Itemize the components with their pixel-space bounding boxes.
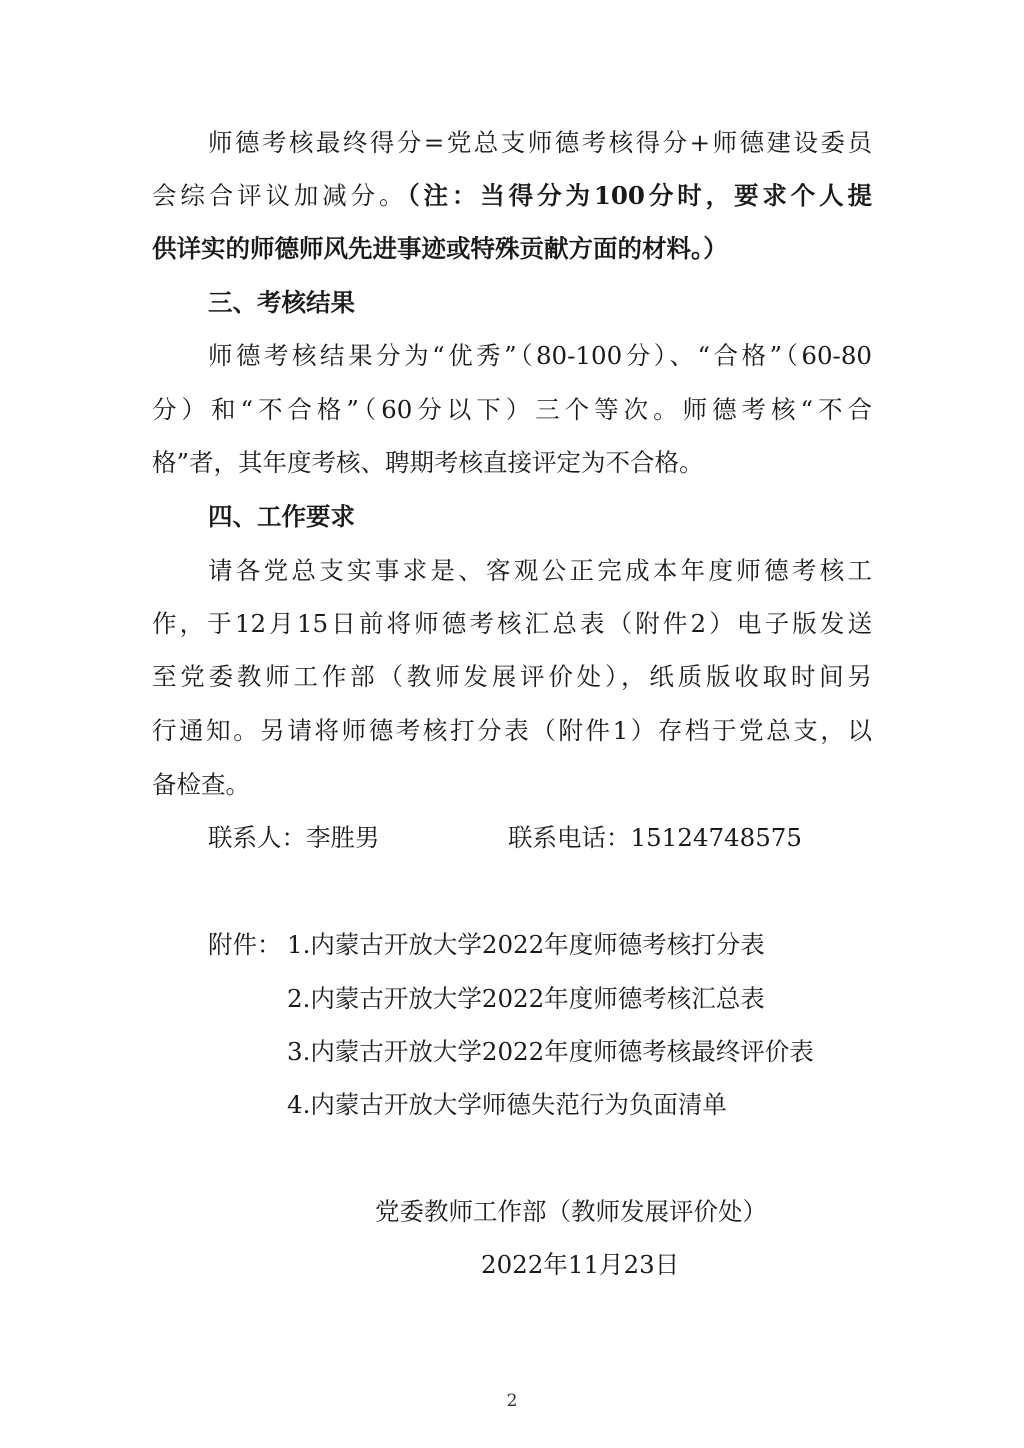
attachment-item: 3.内蒙古开放大学2022年度师德考核最终评价表 (287, 1037, 814, 1066)
attachment-item: 4.内蒙古开放大学师德失范行为负面清单 (287, 1090, 727, 1119)
page-number: 2 (506, 1391, 518, 1411)
section-4-line-1: 请各党总支实事求是、客观公正完成本年度师德考核工 (208, 556, 872, 585)
signature-org: 党委教师工作部（教师发展评价处） (375, 1197, 767, 1226)
attachments-label: 附件： (208, 930, 282, 959)
formula-line-2 (152, 181, 873, 210)
section-4-line-2: 作，于12月15日前将师德考核汇总表（附件2）电子版发送 (152, 609, 872, 638)
section-4-line-5: 备检查。 (152, 770, 250, 799)
contact-phone: 联系电话：15124748575 (508, 823, 802, 852)
section-3-line-1: 师德考核结果分为“优秀”（80-100分）、“合格”（60-80 (208, 341, 872, 370)
contact-person: 联系人：李胜男 (208, 823, 380, 852)
attachment-item: 2.内蒙古开放大学2022年度师德考核汇总表 (287, 984, 765, 1013)
section-4-line-4: 行通知。另请将师德考核打分表（附件1）存档于党总支，以 (152, 716, 872, 745)
section-4-line-3: 至党委教师工作部（教师发展评价处），纸质版收取时间另 (152, 662, 872, 691)
section-3-line-2: 分）和“不合格”（60分以下）三个等次。师德考核“不合 (152, 395, 872, 424)
section-3-heading: 三、考核结果 (208, 288, 355, 317)
formula-line-1: 师德考核最终得分=党总支师德考核得分+师德建设委员 (208, 128, 872, 157)
section-3-line-3: 格”者，其年度考核、聘期考核直接评定为不合格。 (152, 448, 704, 477)
section-4-heading: 四、工作要求 (208, 502, 355, 531)
formula-note-bold: （注：当得分为100分时，要求个人提 (407, 181, 873, 210)
formula-note-bold-line-3: 供详实的师德师风先进事迹或特殊贡献方面的材料。） (152, 234, 728, 263)
attachment-item: 1.内蒙古开放大学2022年度师德考核打分表 (287, 930, 765, 959)
formula-line-2-normal: 会综合评议加减分。 (152, 181, 408, 210)
signature-date: 2022年11月23日 (481, 1250, 680, 1279)
